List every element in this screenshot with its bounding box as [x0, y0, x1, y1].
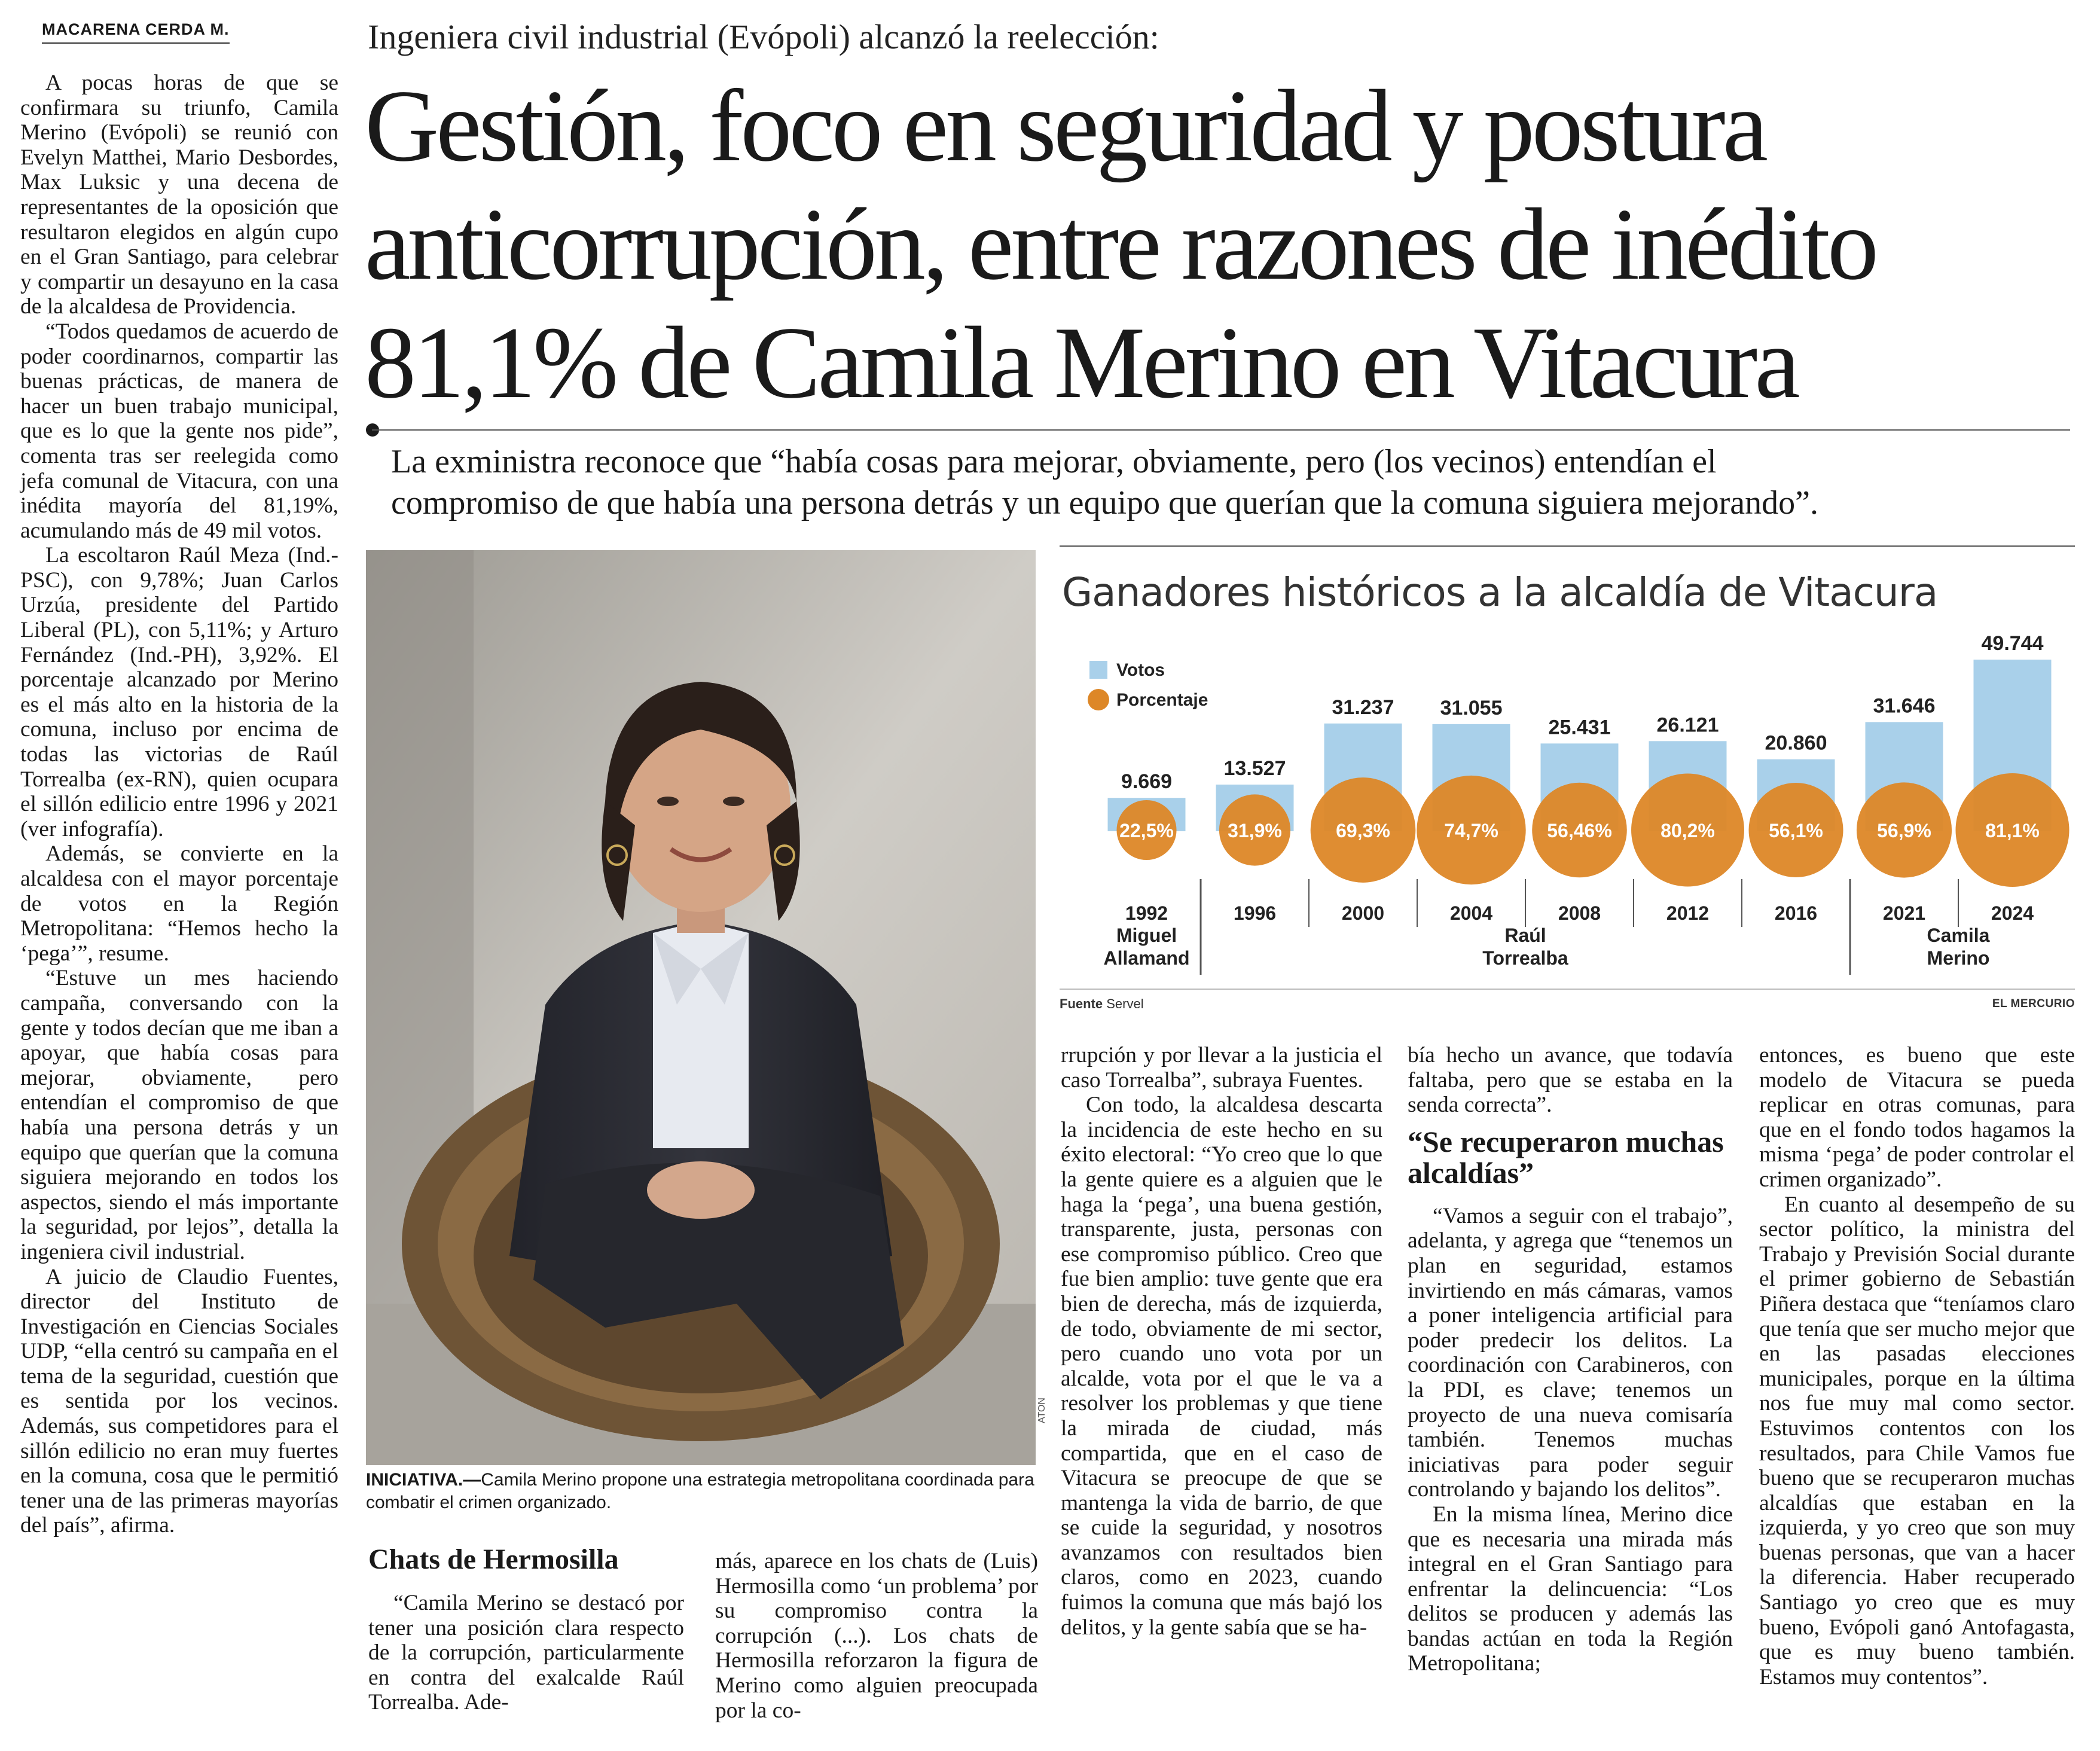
vote-label: 31.055 — [1440, 696, 1503, 719]
legend-votos-label: Votos — [1116, 660, 1165, 680]
percentage-label: 80,2% — [1661, 820, 1715, 841]
byline: MACARENA CERDA M. — [42, 20, 230, 44]
year-label: 2008 — [1558, 902, 1601, 924]
portrait-illustration — [366, 550, 1036, 1465]
subhead-recuperaron: “Se recuperaron muchas alcaldías” — [1408, 1124, 1724, 1189]
vote-label: 26.121 — [1656, 713, 1719, 737]
chart-top-rule — [1060, 545, 2075, 547]
paragraph: En cuanto al desempeño de su sector político, la ministra del Trabajo y Previsión Social durante el primer gobierno de Sebastián Piñera destaca que “teníamos claro que tenía que ser mucho mejor que en las pasadas elecciones municipales, porque en la última nos fue muy mal como sector. Estuvimos contentos con los resultados, para Chile Vamos fue bueno que se recuperaron muchas alcaldías que estaban en la izquierda, y yo creo que son muy buenas personas, que van a hacer la diferencia. Haber recuperado Santiago yo creo que es muy bueno, Evópoli ganó Antofagasta, que es muy bueno también. Estamos muy contentos”. — [1759, 1192, 2075, 1689]
vote-label: 20.860 — [1765, 731, 1827, 755]
photo-caption — [366, 1469, 1036, 1514]
mayor-label: Torrealba — [1482, 947, 1568, 969]
vote-label: 49.744 — [1981, 632, 2044, 655]
vote-label: 31.237 — [1332, 695, 1394, 719]
percentage-label: 22,5% — [1119, 820, 1174, 841]
paragraph: “Todos quedamos de acuerdo de poder coordinarnos, compartir las buenas prácticas, de manera de hacer un buen trabajo municipal, que es lo que la gente nos pide”, comenta tras ser reelegida como jefa comunal de Vitacura, con una inédita mayoría del 81,19%, acumulando más de 49 mil votos. — [20, 319, 338, 543]
kicker: Ingeniera civil industrial (Evópoli) alcanzó la reelección: — [368, 17, 1159, 56]
percentage-label: 56,46% — [1547, 820, 1612, 841]
caption-label: INICIATIVA.— — [366, 1470, 481, 1490]
portrait-photo — [366, 550, 1036, 1465]
chart-bottom-rule — [1060, 989, 2075, 990]
percentage-label: 74,7% — [1444, 820, 1498, 841]
mayor-label: Miguel — [1116, 925, 1177, 946]
lead-line: compromiso de que había una persona detrás y un equipo que querían que la comuna siguiera mejorando”. — [391, 484, 1818, 521]
caption-text: Camila Merino propone una estrategia metropolitana coordinada para combatir el crimen organizado. — [366, 1470, 1034, 1512]
article-column-2b — [715, 1549, 1038, 1723]
percentage-label: 31,9% — [1228, 820, 1282, 841]
chart-title: Ganadores históricos a la alcaldía de Vitacura — [1062, 569, 1938, 615]
year-label: 2000 — [1341, 902, 1385, 924]
lead-divider — [372, 429, 2070, 431]
legend-porcentaje-label: Porcentaje — [1116, 690, 1208, 710]
year-label: 2024 — [1991, 902, 2034, 924]
paragraph: bía hecho un avance, que todavía faltaba, pero que se estaba en la senda correcta”. — [1408, 1043, 1733, 1118]
paragraph: rrupción y por llevar a la justicia el caso Torrealba”, subraya Fuentes. — [1061, 1043, 1382, 1093]
paragraph: Con todo, la alcaldesa descarta la incidencia de este hecho en su éxito electoral: “Yo creo que lo que la gente quiere es a alguien que le haga la ‘pega’, una buena gestión, transparente, justa, personas con ese compromiso público. Creo que fue bien amplio: tuve gente que era bien de derecha, más de izquierda, de todo, obviamente de mi sector, pero cuando uno vota por un alcalde, vota por el que le va a resolver los problemas y que tiene la mirada de ciudad, más compartida, que en el caso de Vitacura se preocupe de que se mantenga la vida de barrio, de que se cuide la seguridad, y nosotros avanzamos con resultados bien claros, como en 2023, cuando fuimos la comuna que más bajó los delitos, y la gente sabía que se ha- — [1061, 1093, 1382, 1640]
chart-canvas — [1060, 628, 2075, 987]
paragraph: La escoltaron Raúl Meza (Ind.-PSC), con 9,78%; Juan Carlos Urzúa, presidente del Partido Liberal (PL), con 5,11%; y Arturo Fernández (Ind.-PH), 3,92%. El porcentaje alcanzado por Merino es el más alto en la historia de la comuna, incluso por encima de todas las victorias de Raúl Torrealba (ex-RN), quien ocupara el sillón edilicio entre 1996 y 2021 (ver infografía). — [20, 543, 338, 841]
paragraph: A pocas horas de que se confirmara su triunfo, Camila Merino (Evópoli) se reunió con Evelyn Matthei, Mario Desbordes, Max Luksic y una decena de representantes de la oposición que resultaron elegidos en algún cupo en el Gran Santiago, para celebrar y compartir un desayuno en la casa de la alcaldesa de Providencia. — [20, 71, 338, 319]
year-label: 2016 — [1774, 902, 1818, 924]
legend-votos-swatch — [1089, 661, 1107, 679]
vote-label: 9.669 — [1121, 770, 1173, 794]
year-label: 2021 — [1882, 902, 1926, 924]
headline-line: Gestión, foco en seguridad y postura — [365, 69, 1766, 183]
paragraph: A juicio de Claudio Fuentes, director del Instituto de Investigación en Ciencias Sociales UDP, “ella centró su campaña en el tema de la seguridad, cuestión que es sentida por los vecinos. Además, sus competidores para el sillón edilicio no eran muy fuertes en la comuna, cosa que le permitió tener una de las primeras mayorías del país”, afirma. — [20, 1264, 338, 1538]
mayor-label: Merino — [1927, 947, 1990, 969]
article-column-5 — [1759, 1043, 2075, 1689]
publisher-label: EL MERCURIO — [1992, 997, 2075, 1010]
mayor-label: Camila — [1927, 925, 1990, 946]
article-column-4 — [1408, 1043, 1733, 1676]
chart-source — [1060, 996, 1144, 1012]
vote-label: 13.527 — [1223, 756, 1286, 780]
mayor-label: Allamand — [1103, 947, 1190, 969]
article-column-3 — [1061, 1043, 1382, 1640]
mayor-label: Raúl — [1504, 925, 1546, 946]
paragraph: En la misma línea, Merino dice que es necesaria una mirada más integral en el Gran Santiago para enfrentar la delincuencia: “Los delitos se producen y además las bandas actúan en toda la Región Metropolitana; — [1408, 1502, 1733, 1676]
percentage-label: 56,9% — [1877, 820, 1931, 841]
bar-chart — [1060, 628, 2075, 987]
year-label: 2004 — [1449, 902, 1493, 924]
percentage-label: 81,1% — [1985, 820, 2040, 841]
vote-label: 31.646 — [1873, 694, 1936, 718]
source-value: Servel — [1106, 996, 1144, 1011]
lead-line: La exministra reconoce que “había cosas para mejorar, obviamente, pero (los vecinos) entendían el — [391, 443, 1717, 480]
paragraph: “Vamos a seguir con el trabajo”, adelanta, y agrega que “tenemos un plan en seguridad, estamos invirtiendo en más cámaras, vamos a poner inteligencia artificial para poder predecir los delitos. La coordinación con Carabineros, con la PDI, es clave; tenemos un proyecto de una nueva comisaría también. Tenemos muchas iniciativas para poder seguir controlando y bajando los delitos”. — [1408, 1203, 1733, 1502]
headline — [365, 67, 2075, 422]
year-label: 2012 — [1666, 902, 1710, 924]
subhead-chats: Chats de Hermosilla — [368, 1543, 619, 1575]
year-label: 1992 — [1125, 902, 1168, 924]
paragraph: “Estuve un mes haciendo campaña, conversando con la gente y todos decían que me iban a apoyar, que había cosas para mejorar, obviamente, pero entendían el compromiso de que había una persona detrás y un equipo que querían que la comuna siguiera mejorando en todos los aspectos, siendo el más importante la seguridad, por lejos”, detalla la ingeniera civil industrial. — [20, 966, 338, 1264]
source-label: Fuente — [1060, 996, 1103, 1011]
paragraph: Además, se convierte en la alcaldesa con el mayor porcentaje de votos en la Región Metropolitana: “Hemos hecho la ‘pega’”, resume. — [20, 841, 338, 966]
paragraph: “Camila Merino se destacó por tener una posición clara respecto de la corrupción, particularmente en contra del exalcalde Raúl Torrealba. Ade- — [368, 1591, 684, 1715]
paragraph: entonces, es bueno que este modelo de Vitacura se pueda replicar en otras comunas, para que en el fondo todos hagamos la misma ‘pega’ de poder controlar el crimen organizado”. — [1759, 1043, 2075, 1192]
percentage-label: 56,1% — [1769, 820, 1823, 841]
percentage-label: 69,3% — [1336, 820, 1390, 841]
paragraph: más, aparece en los chats de (Luis) Hermosilla como ‘un problema’ por su compromiso contra la corrupción (...). Los chats de Hermosilla reforzaron la figura de Merino como alguien preocupada por la co- — [715, 1549, 1038, 1723]
photo-credit: ATON — [1037, 1398, 1047, 1423]
lead-paragraph — [391, 441, 2071, 524]
article-column-2a — [368, 1544, 684, 1715]
year-label: 1996 — [1233, 902, 1277, 924]
article-column-1 — [20, 71, 338, 1538]
legend-porcentaje-swatch — [1088, 689, 1109, 710]
vote-label: 25.431 — [1548, 716, 1611, 739]
headline-line: anticorrupción, entre razones de inédito — [365, 188, 1876, 301]
headline-line: 81,1% de Camila Merino en Vitacura — [365, 306, 1797, 420]
